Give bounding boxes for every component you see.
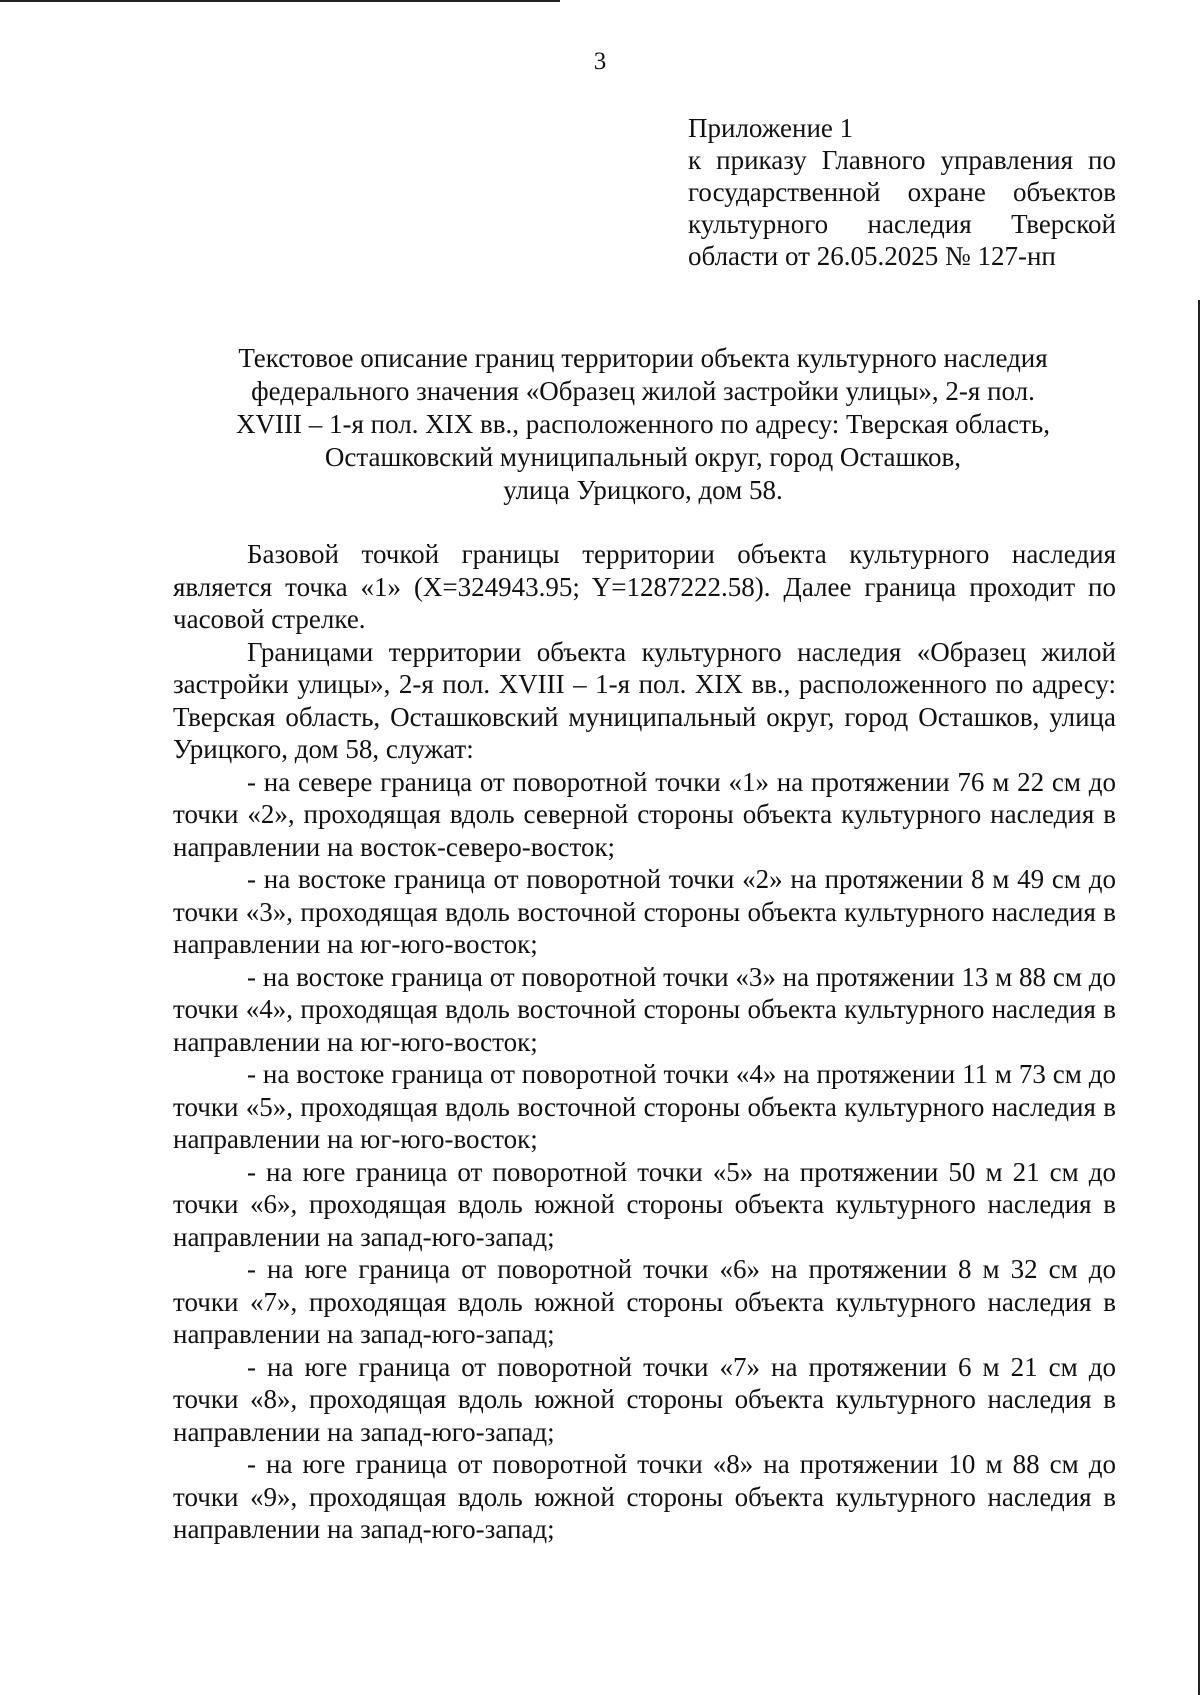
boundary-item: - на юге граница от поворотной точки «6» на протяжении 8 м 32 см до точки «7», проходящая вдоль южной стороны объекта культурного наследия в направлении на запад-юго-запад; (173, 1254, 1116, 1349)
boundary-item: - на юге граница от поворотной точки «8» на протяжении 10 м 88 см до точки «9», проходящая вдоль южной стороны объекта культурного наследия в направлении на запад-юго-запад; (173, 1449, 1116, 1544)
annex-line: области от 26.05.2025 № 127-нп (688, 241, 1056, 271)
page-number: 3 (593, 48, 607, 75)
boundary-item: - на востоке граница от поворотной точки «2» на протяжении 8 м 49 см до точки «3», проходящая вдоль восточной стороны объекта культурного наследия в направлении на юг-юго-восток; (173, 864, 1116, 959)
document-title (170, 342, 1116, 507)
title-line: Текстовое описание границ территории объекта культурного наследия (238, 343, 1048, 373)
boundary-item: - на юге граница от поворотной точки «7» на протяжении 6 м 21 см до точки «8», проходящая вдоль южной стороны объекта культурного наследия в направлении на запад-юго-запад; (173, 1351, 1116, 1447)
annex-line: государственной охране объектов (688, 177, 1116, 207)
title-line: Осташковский муниципальный округ, город Осташков, (324, 442, 962, 472)
scan-edge-top (0, 0, 560, 2)
boundary-item: - на юге граница от поворотной точки «5» на протяжении 50 м 21 см до точки «6», проходящая вдоль южной стороны объекта культурного наследия в направлении на запад-юго-запад; (173, 1156, 1116, 1252)
boundary-item: - на востоке граница от поворотной точки «3» на протяжении 13 м 88 см до точки «4», проходящая вдоль восточной стороны объекта культурного наследия в направлении на юг-юго-восток; (173, 961, 1116, 1057)
document-body (173, 538, 1116, 1546)
annex-line: культурного наследия Тверской (688, 209, 1116, 239)
title-line: улица Урицкого, дом 58. (503, 475, 783, 505)
annex-header (688, 112, 1116, 272)
annex-line: к приказу Главного управления по (688, 145, 1116, 175)
boundary-item: - на севере граница от поворотной точки «1» на протяжении 76 м 22 см до точки «2», проходящая вдоль северной стороны объекта культурного наследия в направлении на восток-северо-восток; (173, 766, 1116, 862)
body-paragraph: Границами территории объекта культурного наследия «Образец жилой застройки улицы», 2-я пол. XVIII – 1-я пол. XIX вв., расположенного по адресу: Тверская область, Осташковский муниципальный округ, город Осташков, улица Урицкого, дом 58, служат: (173, 636, 1116, 764)
title-line: федерального значения «Образец жилой застройки улицы», 2-я пол. (251, 376, 1035, 406)
body-paragraph: Базовой точкой границы территории объекта культурного наследия является точка «1» (X=324943.95; Y=1287222.58). Далее граница проходит по часовой стрелке. (173, 539, 1116, 634)
boundary-item: - на востоке граница от поворотной точки «4» на протяжении 11 м 73 см до точки «5», проходящая вдоль восточной стороны объекта культурного наследия в направлении на юг-юго-восток; (173, 1059, 1116, 1154)
annex-line: Приложение 1 (688, 113, 854, 143)
title-line: XVIII – 1-я пол. XIX вв., расположенного по адресу: Тверская область, (236, 409, 1050, 439)
